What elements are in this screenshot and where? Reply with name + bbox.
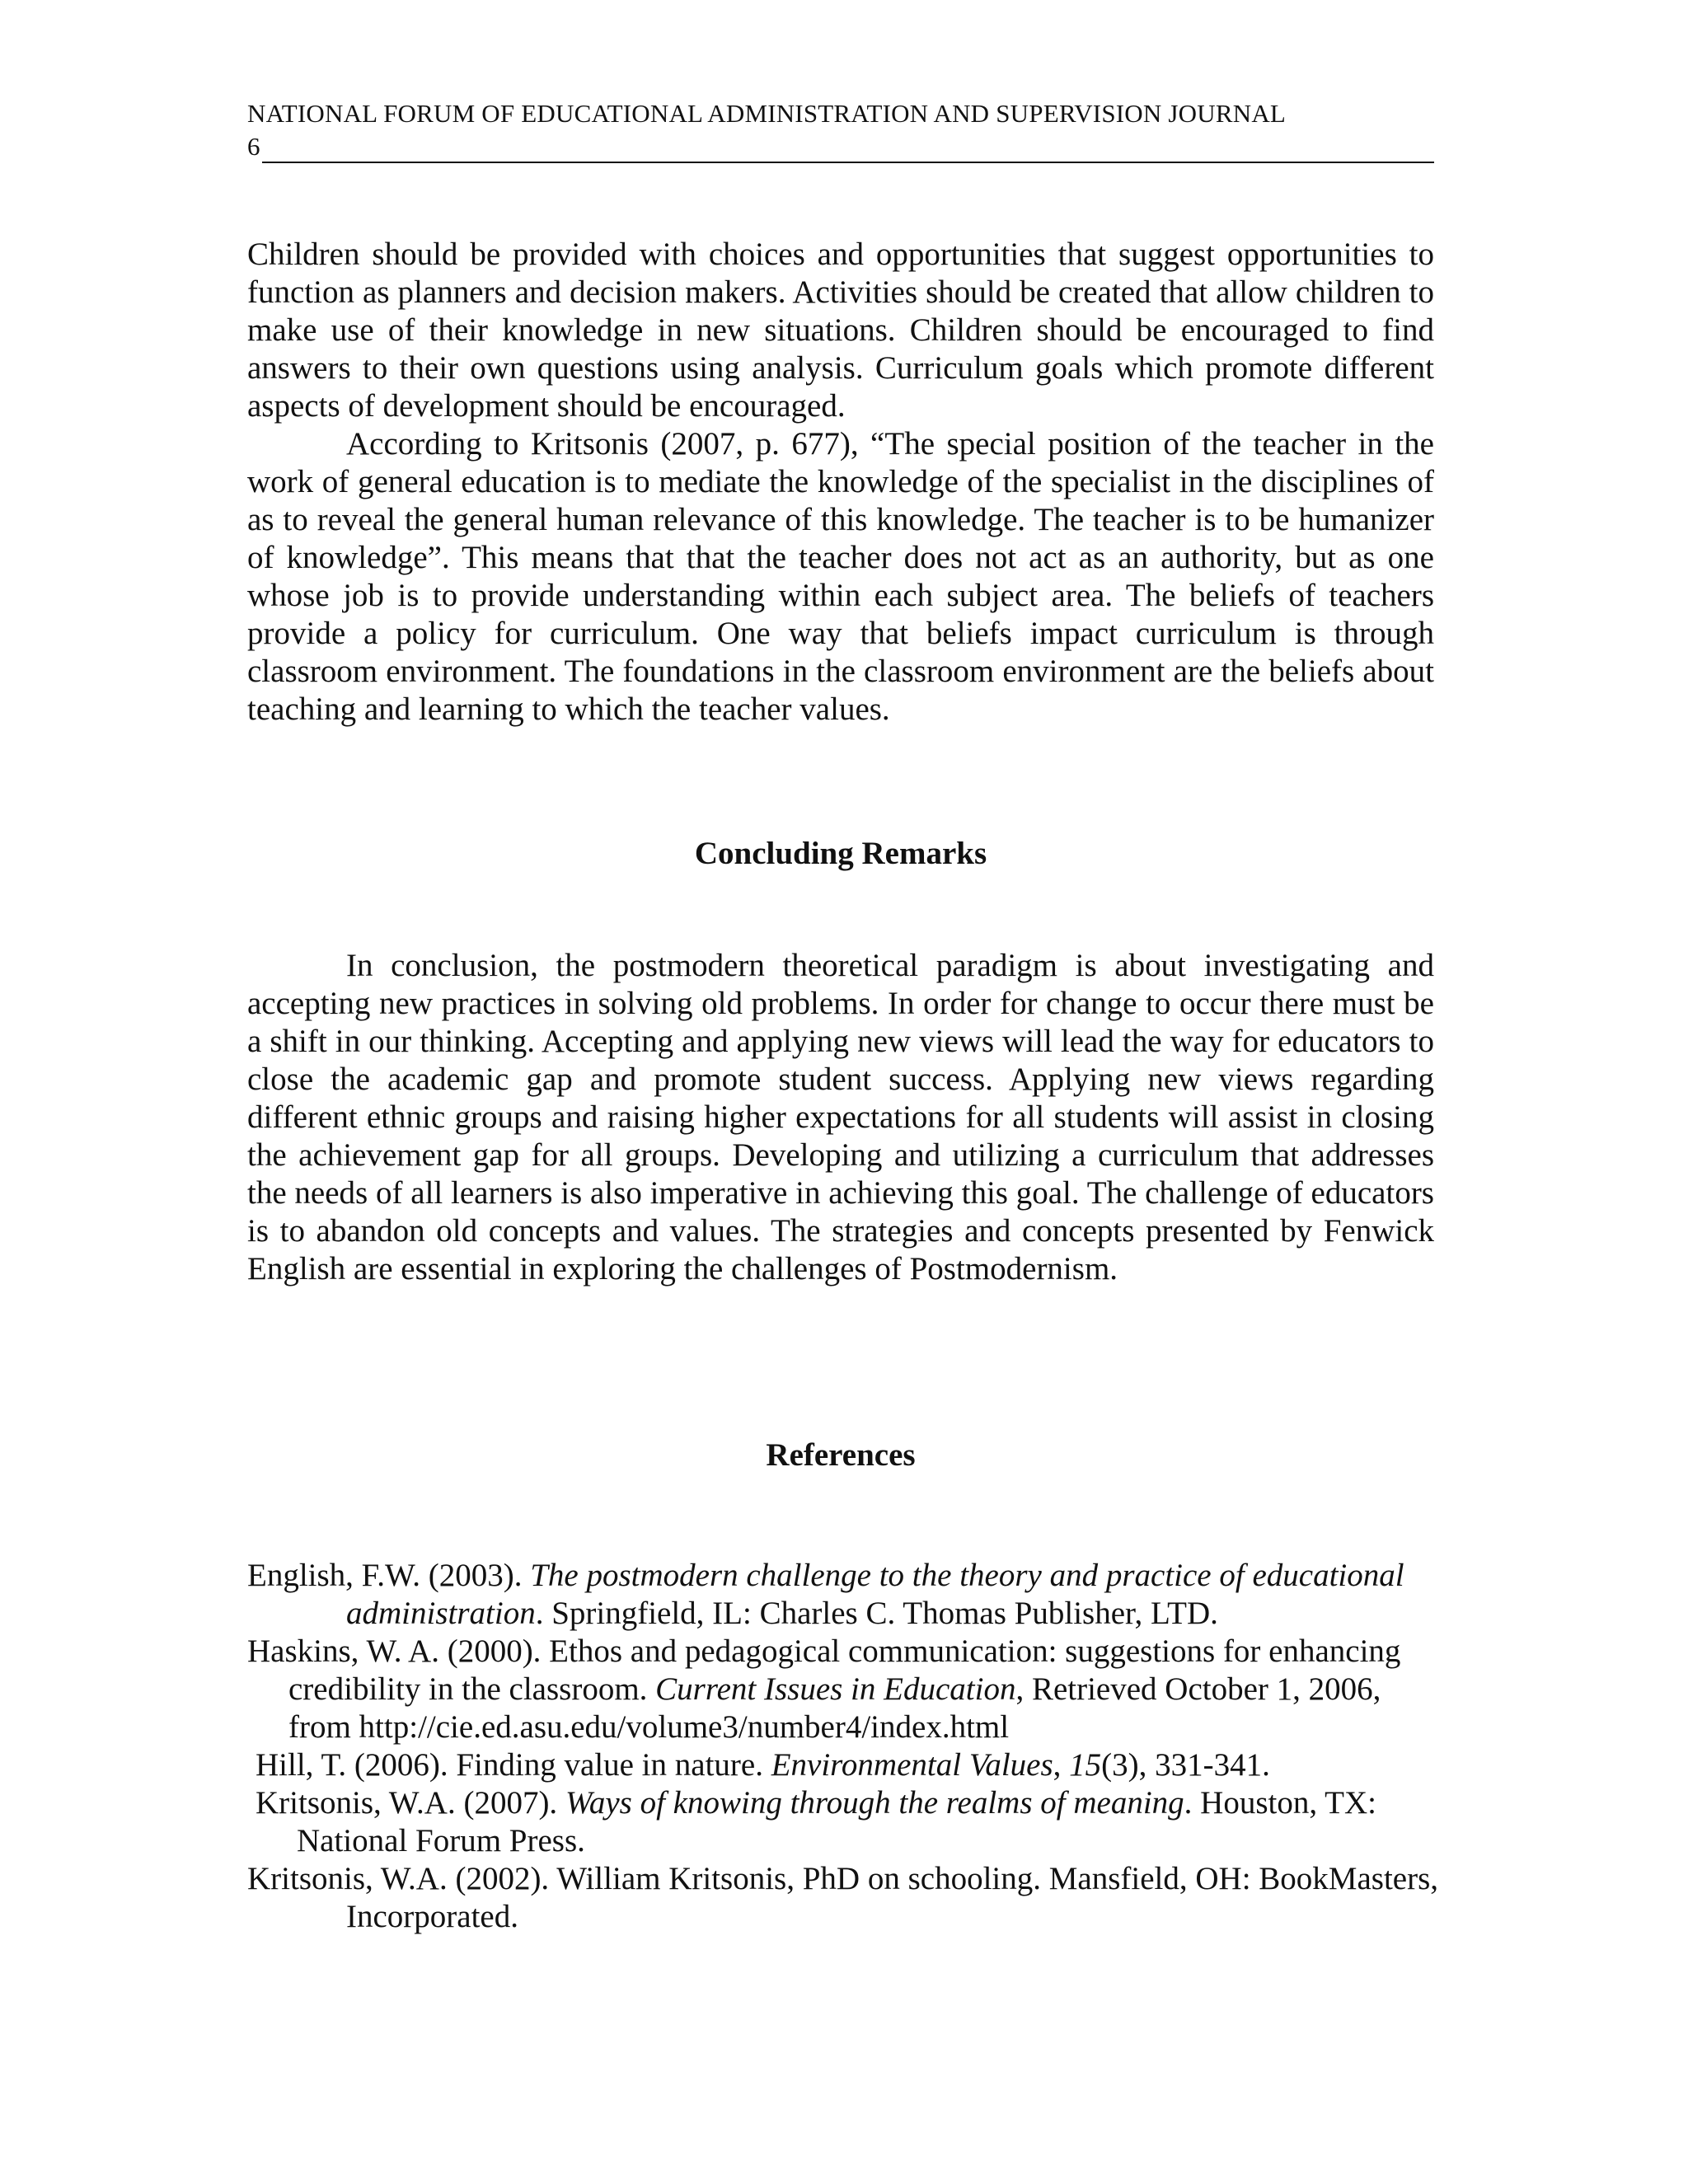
reference-title: The postmodern challenge to the theory and practice of educational administration	[346, 1558, 1404, 1631]
journal-title: NATIONAL FORUM OF EDUCATIONAL ADMINISTRATION AND SUPERVISION JOURNAL	[247, 99, 1287, 128]
reference-title: Ways of knowing through the realms of meaning	[565, 1785, 1184, 1821]
reference-item	[247, 1860, 1451, 1936]
header-rule	[262, 140, 1434, 163]
reference-author: Haskins, W. A. (2000). Ethos and pedagogical communication: suggestions for enhancing credibility in the classroom.	[247, 1633, 1401, 1707]
paragraph-children-choices: Children should be provided with choices and opportunities that suggest opportunities to function as planners and decision makers. Activities should be created that allow children to make use of their knowledge in new situations. Children should be encouraged to find answers to their own questions using analysis. Curriculum goals which promote different aspects of development should be encouraged.	[247, 237, 1434, 424]
page-number: 6	[247, 132, 260, 161]
reference-separator: ,	[1053, 1747, 1070, 1783]
reference-title: Environmental Values	[771, 1747, 1053, 1783]
reference-author: Kritsonis, W.A. (2002). William Kritsonis, PhD on schooling. Mansfield, OH: BookMasters, Incorporated.	[247, 1861, 1439, 1934]
reference-item	[247, 1633, 1451, 1746]
reference-item	[256, 1784, 1451, 1860]
reference-author: Hill, T. (2006). Finding value in nature.	[256, 1747, 771, 1783]
paragraph-conclusion: In conclusion, the postmodern theoretical paradigm is about investigating and accepting new practices in solving old problems. In order for change to occur there must be a shift in our thinking. Accepting and applying new views will lead the way for educators to close the academic gap and promote student success. Applying new views regarding different ethnic groups and raising higher expectations for all students will assist in closing the achievement gap for all groups. Developing and utilizing a curriculum that addresses the needs of all learners is also imperative in achieving this goal. The challenge of educators is to abandon old concepts and values. The strategies and concepts presented by Fenwick English are essential in exploring the challenges of Postmodernism.	[247, 948, 1434, 1286]
concluding-section	[247, 947, 1434, 1288]
concluding-remarks-heading: Concluding Remarks	[694, 836, 987, 871]
reference-publisher: , Retrieved October 1, 2006, from http://cie.ed.asu.edu/volume3/number4/index.html	[288, 1671, 1381, 1745]
paragraph-kritsonis-quote: According to Kritsonis (2007, p. 677), “The special position of the teacher in the work of general education is to mediate the knowledge of the specialist in the disciplines of as to reveal the general human relevance of this knowledge. The teacher is to be humanizer of knowledge”. This means that that the teacher does not act as an authority, but as one whose job is to provide understanding within each subject area. The beliefs of teachers provide a policy for curriculum. One way that beliefs impact curriculum is through classroom environment. The foundations in the classroom environment are the beliefs about teaching and learning to which the teacher values.	[247, 426, 1434, 727]
body-section	[247, 236, 1434, 729]
reference-title: Current Issues in Education	[655, 1671, 1016, 1707]
reference-author: Kritsonis, W.A. (2007).	[256, 1785, 565, 1821]
reference-publisher: (3), 331-341.	[1101, 1747, 1270, 1783]
references-heading: References	[766, 1437, 916, 1473]
page-number-line	[247, 130, 1434, 163]
reference-item	[256, 1746, 1451, 1784]
reference-list	[247, 1557, 1451, 1936]
running-header	[247, 97, 1434, 163]
reference-publisher: . Houston, TX: National Forum Press.	[297, 1785, 1376, 1858]
reference-volume: 15	[1069, 1747, 1102, 1783]
reference-publisher: . Springfield, IL: Charles C. Thomas Publisher, LTD.	[535, 1596, 1218, 1631]
reference-item	[247, 1557, 1451, 1633]
reference-author: English, F.W. (2003).	[247, 1558, 531, 1593]
